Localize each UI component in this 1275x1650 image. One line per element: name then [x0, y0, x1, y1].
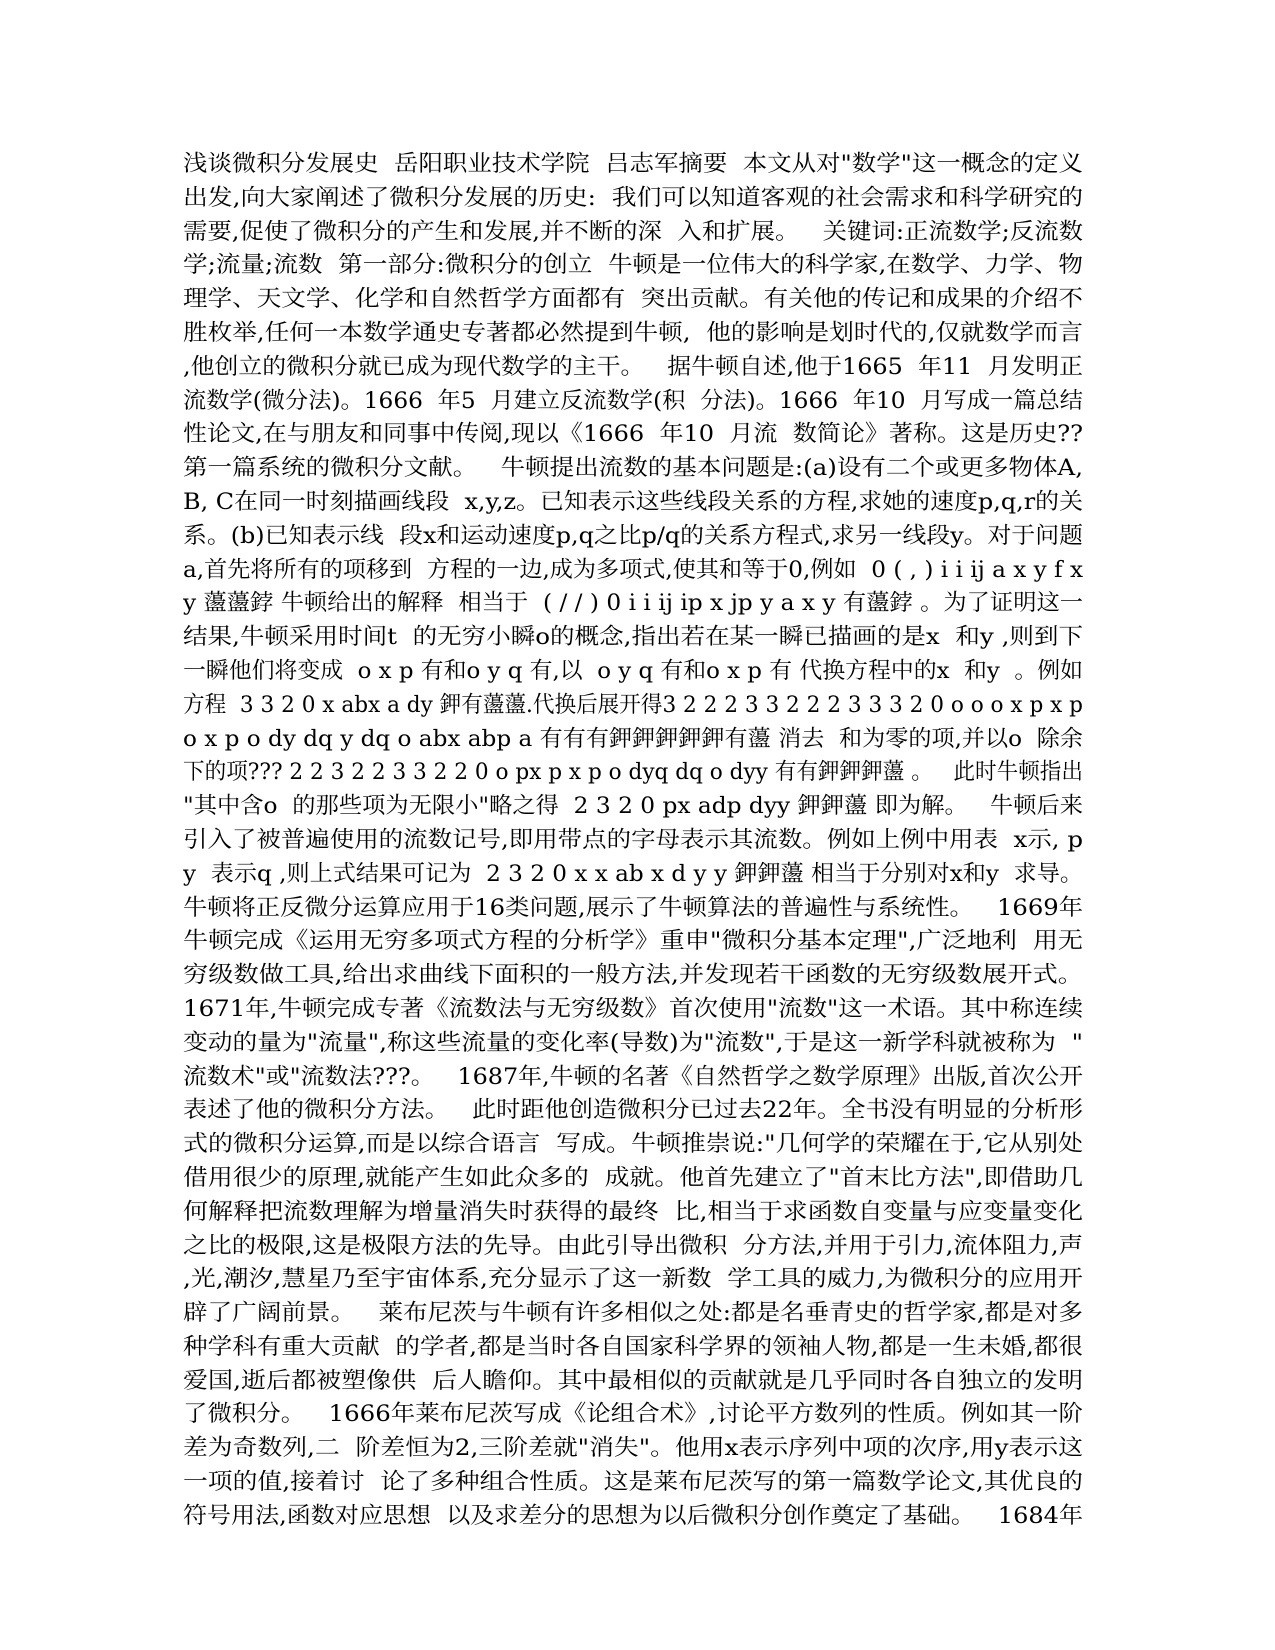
- text-line: 种学科有重大贡献 的学者,都是当时各自国家科学界的领袖人物,都是一生未婚,都很: [183, 1333, 1083, 1360]
- text-line: 浅谈微积分发展史 岳阳职业技术学院 吕志军摘要 本文从对"数学"这一概念的定义: [183, 151, 1083, 177]
- text-line: 辟了广阔前景。 莱布尼茨与牛顿有许多相似之处:都是名垂青史的哲学家,都是对多: [183, 1300, 1083, 1327]
- text-line: 爱国,逝后都被塑像供 后人瞻仰。其中最相似的贡献就是几乎同时各自独立的发明: [183, 1367, 1083, 1394]
- text-line: a,首先将所有的项移到 方程的一边,成为多项式,使其和等于0,例如 0 ( , ) i i ij a x y f x: [183, 556, 1083, 583]
- text-line: 第一篇系统的微积分文献。 牛顿提出流数的基本问题是:(a)设有二个或更多物体A,: [183, 455, 1083, 482]
- text-line: 变动的量为"流量",称这些流量的变化率(导数)为"流数",于是这一新学科就被称为 ": [183, 1029, 1083, 1056]
- text-line: 差为奇数列,二 阶差恒为2,三阶差就"消失"。他用x表示序列中项的次序,用y表示这: [183, 1435, 1083, 1462]
- text-line: 理学、天文学、化学和自然哲学方面都有 突出贡献。有关他的传记和成果的介绍不: [183, 286, 1083, 313]
- text-line: 需要,促使了微积分的产生和发展,并不断的深 入和扩展。 关键词:正流数学;反流数: [183, 218, 1083, 245]
- text-line: 了微积分。 1666年莱布尼茨写成《论组合术》,讨论平方数列的性质。例如其一阶: [183, 1401, 1083, 1428]
- text-line: 式的微积分运算,而是以综合语言 写成。牛顿推崇说:"几何学的荣耀在于,它从别处: [183, 1131, 1083, 1158]
- text-line: 牛顿将正反微分运算应用于16类问题,展示了牛顿算法的普遍性与系统性。 1669年: [183, 894, 1083, 921]
- text-line: 流数术"或"流数法???。 1687年,牛顿的名著《自然哲学之数学原理》出版,首次公开: [183, 1063, 1083, 1090]
- text-line: 何解释把流数理解为增量消失时获得的最终 比,相当于求函数自变量与应变量变化: [183, 1198, 1083, 1225]
- text-line: "其中含o 的那些项为无限小"略之得 2 3 2 0 px adp dyy 鉀鉀蘯 即为解。 牛顿后来: [183, 793, 1083, 820]
- text-line: B, C在同一时刻描画线段 x,y,z。已知表示这些线段关系的方程,求她的速度p,q,r的关: [183, 488, 1083, 515]
- text-line: 性论文,在与朋友和同事中传阅,现以《1666 年10 月流 数简论》著称。这是历史??: [183, 421, 1083, 448]
- body-text: [183, 148, 1083, 1534]
- text-line: 穷级数做工具,给出求曲线下面积的一般方法,并发现若干函数的无穷级数展开式。: [183, 962, 1083, 989]
- text-line: 牛顿完成《运用无穷多项式方程的分析学》重申"微积分基本定理",广泛地利 用无: [183, 928, 1083, 955]
- text-line: 借用很少的原理,就能产生如此众多的 成就。他首先建立了"首末比方法",即借助几: [183, 1164, 1083, 1191]
- text-line: 流数学(微分法)。1666 年5 月建立反流数学(积 分法)。1666 年10 月写成一篇总结: [183, 387, 1083, 414]
- text-line: 下的项??? 2 2 3 2 2 3 3 2 2 0 o px p x p o dyq dq o dyy 有有鉀鉀鉀蘯 。 此时牛顿指出: [183, 759, 1083, 786]
- text-line: ,他创立的微积分就已成为现代数学的主干。 据牛顿自述,他于1665 年11 月发明正: [183, 353, 1083, 380]
- text-line: 结果,牛顿采用时间t 的无穷小瞬o的概念,指出若在某一瞬已描画的是x 和y ,则到下: [183, 624, 1083, 651]
- text-line: y 表示q ,则上式结果可记为 2 3 2 0 x x ab x d y y 鉀鉀蘯 相当于分别对x和y 求导。: [183, 860, 1083, 887]
- text-line: y 蘯蘯鋍 牛顿给出的解释 相当于 ( / / ) 0 i i ij ip x jp y a x y 有蘯鋍 。为了证明这一: [183, 590, 1083, 617]
- text-line: 一瞬他们将变成 o x p 有和o y q 有,以 o y q 有和o x p 有 代换方程中的x 和y 。例如: [183, 657, 1083, 684]
- text-line: 出发,向大家阐述了微积分发展的历史: 我们可以知道客观的社会需求和科学研究的: [183, 184, 1083, 211]
- text-line: 1671年,牛顿完成专著《流数法与无穷级数》首次使用"流数"这一术语。其中称连续: [183, 995, 1083, 1022]
- text-line: 一项的值,接着讨 论了多种组合性质。这是莱布尼茨写的第一篇数学论文,其优良的: [183, 1469, 1083, 1496]
- text-line: ,光,潮汐,慧星乃至宇宙体系,充分显示了这一新数 学工具的威力,为微积分的应用开: [183, 1266, 1083, 1293]
- text-line: o x p o dy dq y dq o abx abp a 有有有鉀鉀鉀鉀鉀有蘯 消去 和为零的项,并以o 除余: [183, 725, 1083, 752]
- text-line: 之比的极限,这是极限方法的先导。由此引导出微积 分方法,并用于引力,流体阻力,声: [183, 1232, 1083, 1259]
- text-line: 表述了他的微积分方法。 此时距他创造微积分已过去22年。全书没有明显的分析形: [183, 1097, 1083, 1124]
- text-line: 引入了被普遍使用的流数记号,即用带点的字母表示其流数。例如上例中用表 x示, p: [183, 826, 1083, 853]
- text-line: 符号用法,函数对应思想 以及求差分的思想为以后微积分创作奠定了基础。 1684年: [183, 1502, 1083, 1529]
- text-line: 方程 3 3 2 0 x abx a dy 鉀有蘯蘯.代换后展开得3 2 2 2 3 3 2 2 2 3 3 3 2 0 o o o x p x p: [183, 691, 1083, 718]
- text-line: 系。(b)已知表示线 段x和运动速度p,q之比p/q的关系方程式,求另一线段y。对于问题: [183, 522, 1083, 549]
- text-line: 学;流量;流数 第一部分:微积分的创立 牛顿是一位伟大的科学家,在数学、力学、物: [183, 252, 1083, 279]
- text-line: 胜枚举,任何一本数学通史专著都必然提到牛顿, 他的影响是划时代的,仅就数学而言: [183, 319, 1083, 346]
